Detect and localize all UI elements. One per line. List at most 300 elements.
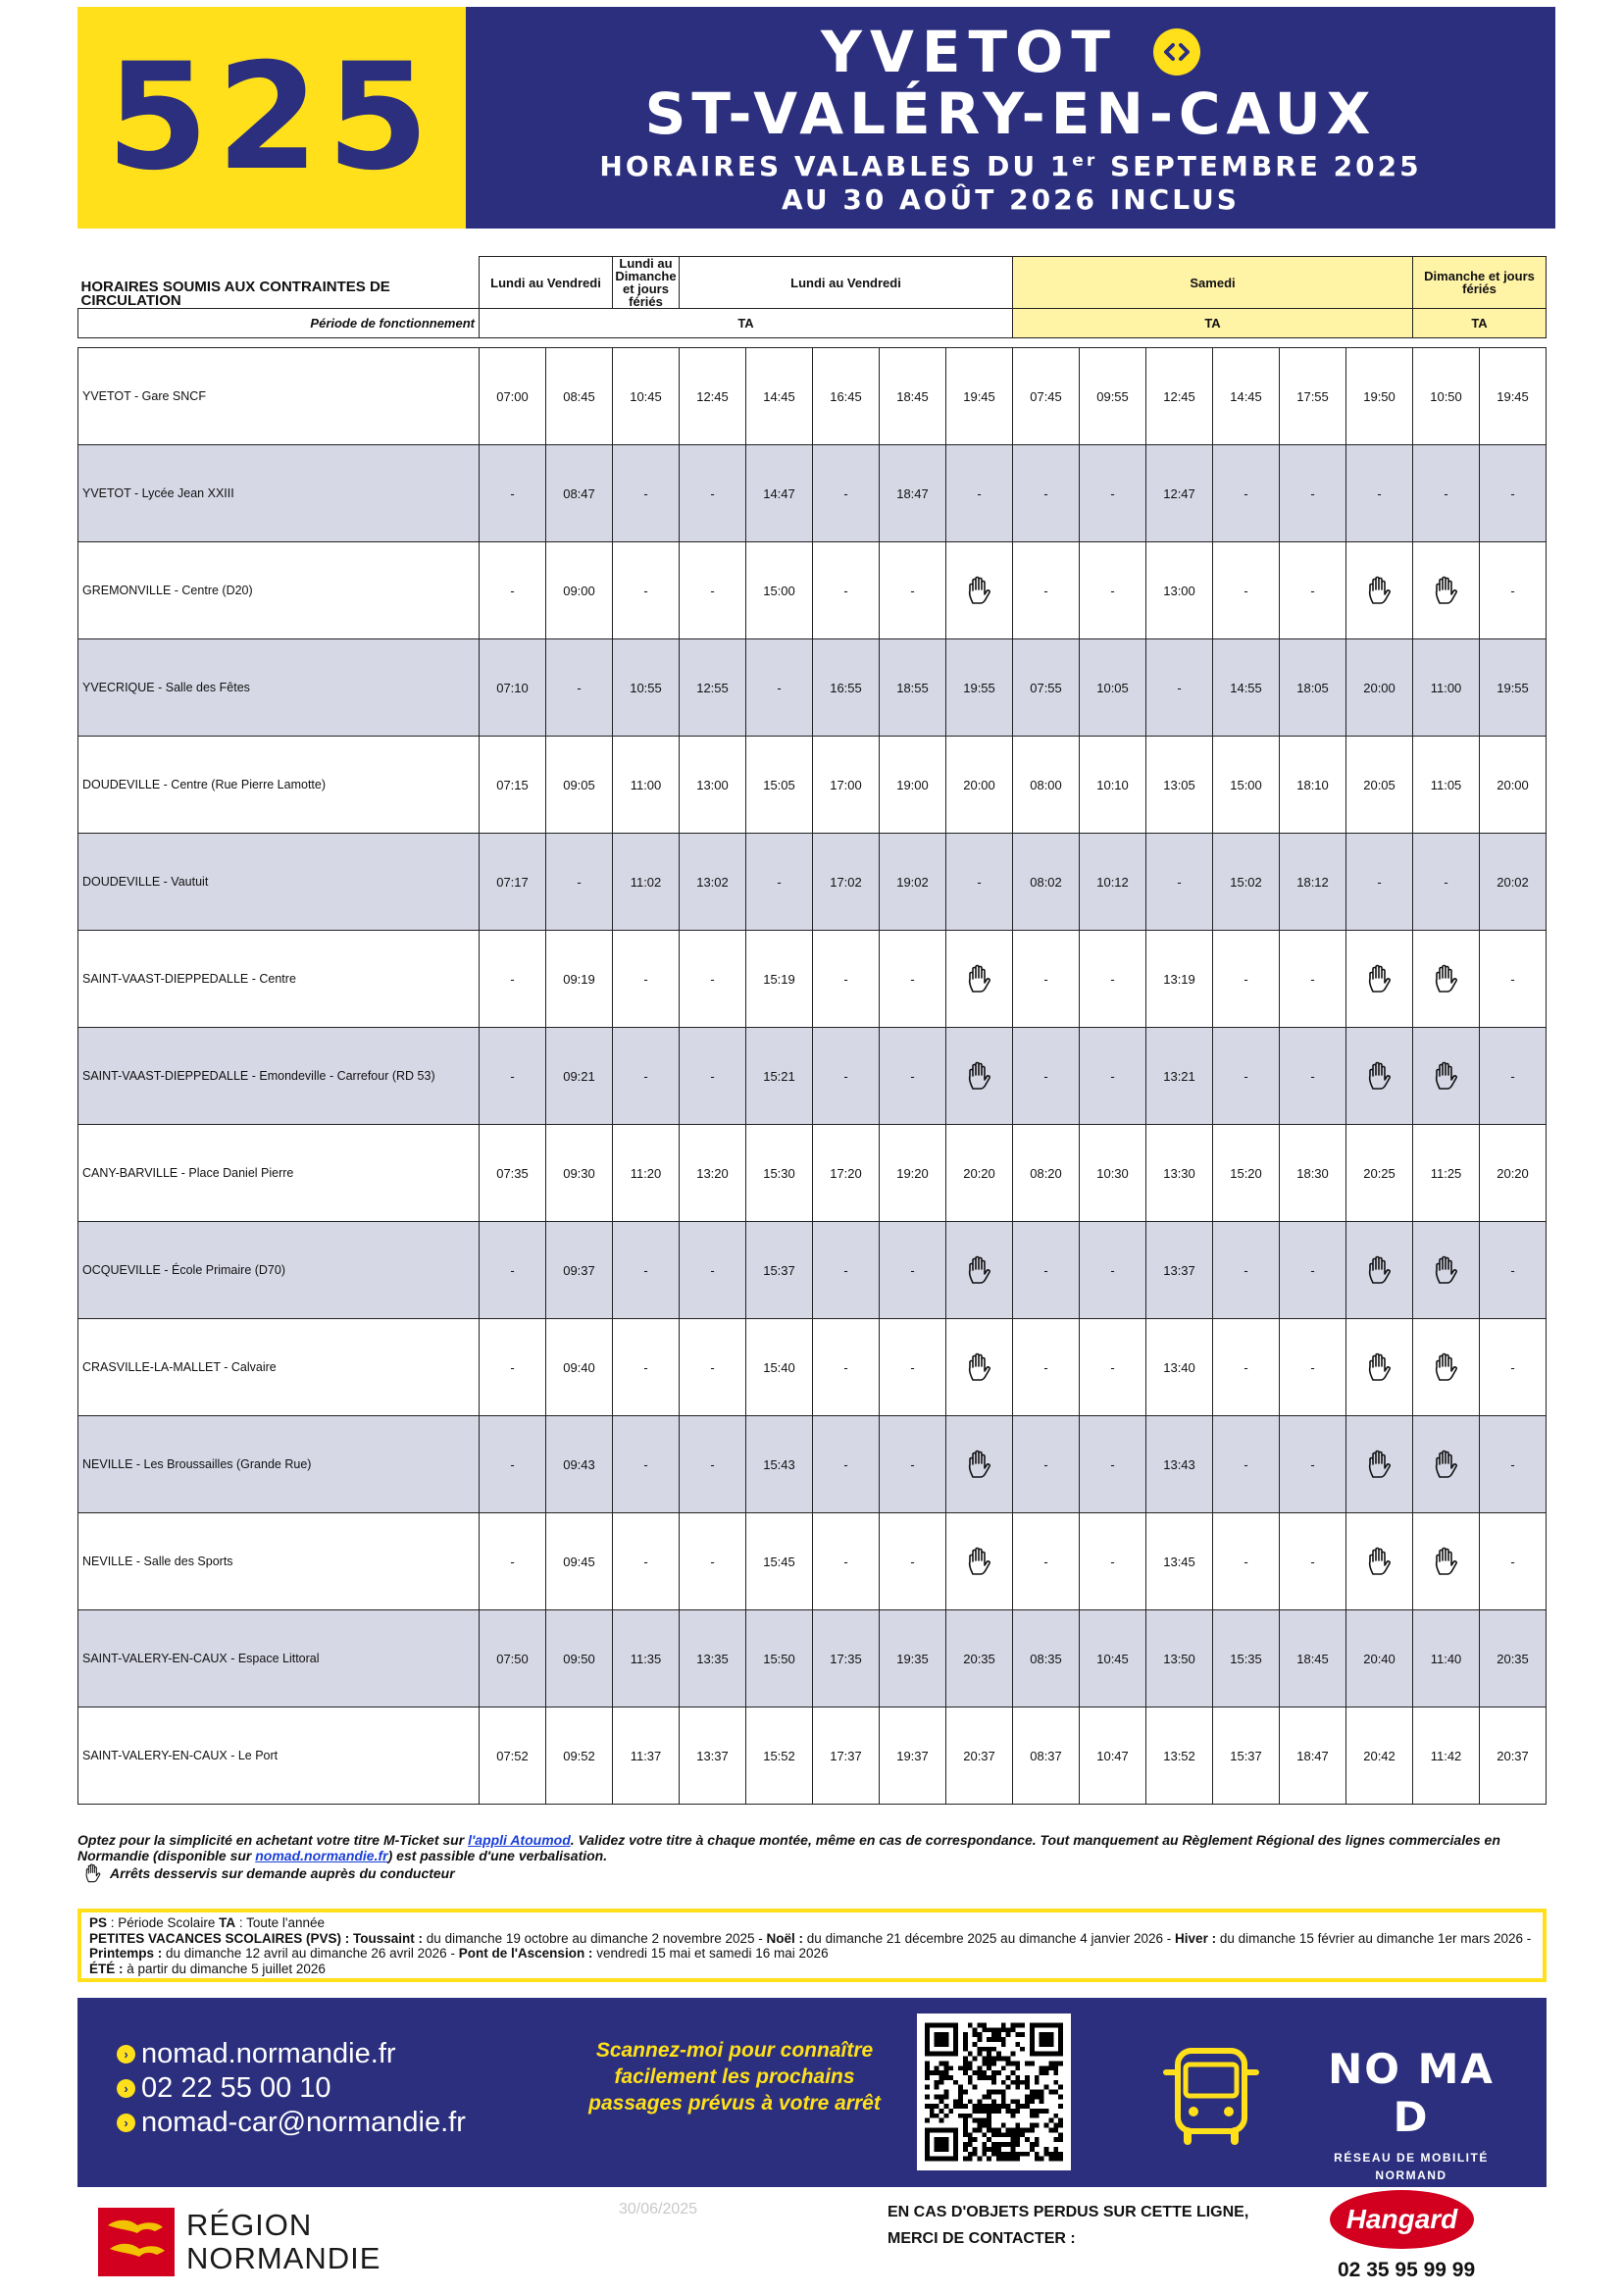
departure-time-cell: 20:05 [1346, 737, 1413, 834]
departure-time-cell: - [480, 1222, 546, 1319]
departure-time-cell: 19:20 [880, 1125, 946, 1222]
departure-time-cell: - [1213, 445, 1280, 542]
departure-time-cell: 13:45 [1146, 1513, 1213, 1610]
departure-time-cell: 19:00 [880, 737, 946, 834]
website-link[interactable]: nomad.normandie.fr [141, 2038, 396, 2069]
departure-time-cell: 18:55 [880, 639, 946, 737]
departure-time-cell: 14:55 [1213, 639, 1280, 737]
departure-time-cell: - [1480, 1319, 1547, 1416]
departure-time-cell: - [880, 1222, 946, 1319]
departure-time-cell: 18:45 [880, 348, 946, 445]
departure-time-cell: 18:12 [1280, 834, 1346, 931]
departure-time-cell: 09:19 [546, 931, 613, 1028]
departure-time-cell: - [813, 931, 880, 1028]
chevron-right-icon: › [117, 2079, 135, 2098]
departure-time-cell: 19:55 [1480, 639, 1547, 737]
departure-time-cell: 20:02 [1480, 834, 1547, 931]
departure-time-cell: 15:50 [746, 1610, 813, 1708]
departure-time-cell: - [1280, 542, 1346, 639]
timetable [77, 256, 1547, 1805]
route-destination: ST-VALÉRY-EN-CAUX [644, 80, 1377, 147]
departure-time-cell: - [480, 1319, 546, 1416]
on-demand-stop-cell [1413, 1416, 1480, 1513]
legend-line-3: ÉTÉ : à partir du dimanche 5 juillet 2026 [89, 1961, 326, 1976]
departure-time-cell: - [613, 542, 680, 639]
stop-name: GREMONVILLE - Centre (D20) [78, 542, 480, 639]
departure-time-cell: 13:00 [680, 737, 746, 834]
timetable-row [78, 1416, 1547, 1513]
departure-time-cell: - [1013, 542, 1080, 639]
timetable-row [78, 1708, 1547, 1805]
departure-time-cell: - [1213, 1319, 1280, 1416]
departure-time-cell: 07:45 [1013, 348, 1080, 445]
departure-time-cell: 13:19 [1146, 931, 1213, 1028]
departure-time-cell: 15:00 [746, 542, 813, 639]
departure-time-cell: 09:40 [546, 1319, 613, 1416]
raised-hand-icon [967, 964, 992, 994]
timetable-row [78, 931, 1547, 1028]
departure-time-cell: 09:45 [546, 1513, 613, 1610]
departure-time-cell: - [613, 1416, 680, 1513]
departure-time-cell: 17:02 [813, 834, 880, 931]
nomad-logo [1303, 2045, 1519, 2184]
raised-hand-icon [84, 1863, 102, 1883]
raised-hand-icon [1434, 576, 1459, 605]
departure-time-cell: - [480, 542, 546, 639]
departure-time-cell: 15:37 [746, 1222, 813, 1319]
departure-time-cell: - [546, 639, 613, 737]
departure-time-cell: - [880, 931, 946, 1028]
departure-time-cell: - [1480, 1028, 1547, 1125]
departure-time-cell: 11:42 [1413, 1708, 1480, 1805]
atoumod-app-link[interactable]: l'appli Atoumod [468, 1832, 571, 1848]
departure-time-cell: - [880, 1028, 946, 1125]
chevron-right-icon: › [117, 2045, 135, 2064]
departure-time-cell: - [1080, 1028, 1146, 1125]
on-demand-stop-cell [1413, 542, 1480, 639]
departure-time-cell: 07:10 [480, 639, 546, 737]
departure-time-cell: 20:35 [946, 1610, 1013, 1708]
departure-time-cell: 13:52 [1146, 1708, 1213, 1805]
on-demand-stop-cell [946, 1222, 1013, 1319]
timetable-row [78, 639, 1547, 737]
departure-time-cell: 16:55 [813, 639, 880, 737]
departure-time-cell: - [813, 1416, 880, 1513]
timetable-row [78, 348, 1547, 445]
departure-time-cell: - [880, 1416, 946, 1513]
departure-time-cell: 08:20 [1013, 1125, 1080, 1222]
stop-name: NEVILLE - Salle des Sports [78, 1513, 480, 1610]
departure-time-cell: 10:50 [1413, 348, 1480, 445]
on-demand-stop-cell [946, 1416, 1013, 1513]
departure-time-cell: 13:50 [1146, 1610, 1213, 1708]
validity-line-2: AU 30 AOÛT 2026 INCLUS [782, 183, 1240, 216]
departure-time-cell: 17:35 [813, 1610, 880, 1708]
departure-time-cell: 13:21 [1146, 1028, 1213, 1125]
departure-time-cell: 09:50 [546, 1610, 613, 1708]
departure-time-cell: 10:47 [1080, 1708, 1146, 1805]
departure-time-cell: - [813, 445, 880, 542]
stop-name: DOUDEVILLE - Vautuit [78, 834, 480, 931]
stop-name: CRASVILLE-LA-MALLET - Calvaire [78, 1319, 480, 1416]
departure-time-cell: 20:20 [946, 1125, 1013, 1222]
departure-time-cell: - [1080, 542, 1146, 639]
timetable-row [78, 1610, 1547, 1708]
departure-time-cell: - [613, 1222, 680, 1319]
contact-block [117, 2037, 466, 2140]
raised-hand-icon [1434, 1450, 1459, 1479]
departure-time-cell: 13:00 [1146, 542, 1213, 639]
departure-time-cell: - [680, 1513, 746, 1610]
raised-hand-icon [1434, 1352, 1459, 1382]
departure-time-cell: 14:45 [1213, 348, 1280, 445]
departure-time-cell: 15:20 [1213, 1125, 1280, 1222]
departure-time-cell: 15:19 [746, 931, 813, 1028]
ticket-note: Optez pour la simplicité en achetant votre titre M-Ticket sur l'appli Atoumod. Validez votre titre à chaque montée, même en cas de correspondance. Tout manquement au Règlement Régional des lignes commerciales en Normandie (disponible sur nomad.normandie.fr) est passible d'une verbalisation. [77, 1832, 1500, 1863]
stop-name: DOUDEVILLE - Centre (Rue Pierre Lamotte) [78, 737, 480, 834]
departure-time-cell: - [680, 1319, 746, 1416]
on-demand-text: Arrêts desservis sur demande auprès du conducteur [110, 1865, 455, 1881]
departure-time-cell: 08:37 [1013, 1708, 1080, 1805]
departure-time-cell: 17:20 [813, 1125, 880, 1222]
departure-time-cell: - [546, 834, 613, 931]
day-group-header: Dimanche et jours fériés [1413, 257, 1547, 309]
period-label: Période de fonctionnement [78, 309, 480, 338]
route-origin-row [466, 21, 1555, 83]
departure-time-cell: 20:20 [1480, 1125, 1547, 1222]
departure-time-cell: 15:43 [746, 1416, 813, 1513]
departure-time-cell: 07:00 [480, 348, 546, 445]
departure-time-cell: - [1480, 1416, 1547, 1513]
departure-time-cell: - [680, 931, 746, 1028]
departure-time-cell: 09:43 [546, 1416, 613, 1513]
departure-time-cell: - [1213, 542, 1280, 639]
validity-line-1: HORAIRES VALABLES DU 1er SEPTEMBRE 2025 [599, 150, 1422, 182]
departure-time-cell: - [1346, 834, 1413, 931]
legend-line-1: PS : Période Scolaire TA : Toute l'année [89, 1915, 325, 1930]
departure-time-cell: - [1413, 834, 1480, 931]
departure-time-cell: 18:05 [1280, 639, 1346, 737]
departure-time-cell: 10:12 [1080, 834, 1146, 931]
departure-time-cell: 09:21 [546, 1028, 613, 1125]
carrier-phone[interactable]: 02 35 95 99 99 [1338, 2259, 1476, 2281]
stop-name: NEVILLE - Les Broussailles (Grande Rue) [78, 1416, 480, 1513]
departure-time-cell: 10:05 [1080, 639, 1146, 737]
departure-time-cell: 20:25 [1346, 1125, 1413, 1222]
lost-items-notice: EN CAS D'OBJETS PERDUS SUR CETTE LIGNE, MERCI DE CONTACTER : [888, 2204, 1249, 2247]
departure-time-cell: 13:05 [1146, 737, 1213, 834]
departure-time-cell: 13:35 [680, 1610, 746, 1708]
departure-time-cell: 07:55 [1013, 639, 1080, 737]
departure-time-cell: 18:47 [1280, 1708, 1346, 1805]
region-label-1: RÉGION [186, 2208, 313, 2242]
departure-time-cell: - [1013, 931, 1080, 1028]
departure-time-cell: - [1080, 1513, 1146, 1610]
raised-hand-icon [1367, 1450, 1393, 1479]
stop-name: SAINT-VAAST-DIEPPEDALLE - Emondeville - Carrefour (RD 53) [78, 1028, 480, 1125]
departure-time-cell: 12:47 [1146, 445, 1213, 542]
departure-time-cell: - [1213, 1513, 1280, 1610]
raised-hand-icon [967, 1255, 992, 1285]
departure-time-cell: 13:37 [1146, 1222, 1213, 1319]
departure-time-cell: 07:35 [480, 1125, 546, 1222]
departure-time-cell: - [1213, 1416, 1280, 1513]
period-legend [77, 1909, 1547, 1982]
departure-time-cell: 15:37 [1213, 1708, 1280, 1805]
timetable-row [78, 1028, 1547, 1125]
departure-time-cell: 10:55 [613, 639, 680, 737]
departure-time-cell: - [1280, 1513, 1346, 1610]
departure-time-cell: - [1013, 1416, 1080, 1513]
departure-time-cell: 11:25 [1413, 1125, 1480, 1222]
timetable-row [78, 445, 1547, 542]
departure-time-cell: 07:15 [480, 737, 546, 834]
departure-time-cell: - [1280, 931, 1346, 1028]
departure-time-cell: 13:43 [1146, 1416, 1213, 1513]
departure-time-cell: - [613, 931, 680, 1028]
departure-time-cell: 15:00 [1213, 737, 1280, 834]
legend-line-2: PETITES VACANCES SCOLAIRES (PVS) : Toussaint : du dimanche 19 octobre au dimanche 2 novembre 2025 - Noël : du dimanche 21 décembre 2025 au dimanche 4 janvier 2026 - Hiver : du dimanche 15 février au dimanche 1er mars 2026 - Printemps : du dimanche 12 avril au dimanche 26 avril 2026 - Pont de l'Ascension : vendredi 15 mai et samedi 16 mai 2026 [89, 1930, 1532, 1961]
departure-time-cell: 12:45 [680, 348, 746, 445]
departure-time-cell: - [680, 1222, 746, 1319]
departure-time-cell: 16:45 [813, 348, 880, 445]
on-demand-stop-cell [946, 931, 1013, 1028]
on-demand-stop-cell [1413, 1028, 1480, 1125]
departure-time-cell: 15:52 [746, 1708, 813, 1805]
on-demand-stop-cell [946, 542, 1013, 639]
region-normandie-logo [98, 2208, 381, 2276]
departure-time-cell: 18:45 [1280, 1610, 1346, 1708]
day-group-header: Lundi au Dimanche et jours fériés [613, 257, 680, 309]
departure-time-cell: 09:55 [1080, 348, 1146, 445]
raised-hand-icon [967, 576, 992, 605]
nomad-subtitle: RÉSEAU DE MOBILITÉ NORMAND [1334, 2151, 1489, 2182]
raised-hand-icon [1367, 576, 1393, 605]
departure-time-cell: - [480, 1416, 546, 1513]
departure-time-cell: 13:02 [680, 834, 746, 931]
route-title-box [466, 7, 1555, 229]
departure-time-cell: 10:45 [613, 348, 680, 445]
on-demand-stop-cell [1413, 1319, 1480, 1416]
departure-time-cell: - [1480, 1222, 1547, 1319]
raised-hand-icon [967, 1061, 992, 1091]
departure-time-cell: - [813, 542, 880, 639]
departure-time-cell: - [1480, 931, 1547, 1028]
departure-time-cell: - [1013, 1513, 1080, 1610]
departure-time-cell: 11:00 [1413, 639, 1480, 737]
departure-time-cell: 20:00 [946, 737, 1013, 834]
timetable-row [78, 1319, 1547, 1416]
stop-name: OCQUEVILLE - École Primaire (D70) [78, 1222, 480, 1319]
departure-time-cell: - [813, 1513, 880, 1610]
departure-time-cell: 08:00 [1013, 737, 1080, 834]
line-number-box [77, 7, 466, 229]
bidirectional-arrow-icon [1153, 28, 1200, 76]
departure-time-cell: 12:55 [680, 639, 746, 737]
raised-hand-icon [1367, 1352, 1393, 1382]
departure-time-cell: - [680, 1028, 746, 1125]
departure-time-cell: 13:40 [1146, 1319, 1213, 1416]
departure-time-cell: - [1213, 1028, 1280, 1125]
email-link[interactable]: nomad-car@normandie.fr [141, 2107, 466, 2138]
timetable-row [78, 1222, 1547, 1319]
raised-hand-icon [967, 1450, 992, 1479]
departure-time-cell: 07:52 [480, 1708, 546, 1805]
raised-hand-icon [1434, 1255, 1459, 1285]
bus-icon [1156, 2039, 1266, 2149]
departure-time-cell: - [746, 639, 813, 737]
timetable-row [78, 834, 1547, 931]
departure-time-cell: - [880, 1513, 946, 1610]
departure-time-cell: 19:55 [946, 639, 1013, 737]
departure-time-cell: 19:45 [946, 348, 1013, 445]
on-demand-stop-cell [946, 1319, 1013, 1416]
departure-time-cell: 11:00 [613, 737, 680, 834]
period-group-header: TA [480, 309, 1013, 338]
departure-time-cell: 15:30 [746, 1125, 813, 1222]
departure-time-cell: 09:00 [546, 542, 613, 639]
departure-time-cell: 09:52 [546, 1708, 613, 1805]
departure-time-cell: - [1013, 445, 1080, 542]
departure-time-cell: - [946, 445, 1013, 542]
departure-time-cell: 20:00 [1480, 737, 1547, 834]
departure-time-cell: - [1480, 1513, 1547, 1610]
departure-time-cell: - [680, 542, 746, 639]
on-demand-stop-cell [1346, 1416, 1413, 1513]
raised-hand-icon [1367, 964, 1393, 994]
departure-time-cell: 19:02 [880, 834, 946, 931]
departure-time-cell: 20:42 [1346, 1708, 1413, 1805]
departure-time-cell: - [480, 445, 546, 542]
raised-hand-icon [1367, 1547, 1393, 1576]
on-demand-stop-cell [1346, 1513, 1413, 1610]
departure-time-cell: 11:05 [1413, 737, 1480, 834]
departure-time-cell: 19:37 [880, 1708, 946, 1805]
departure-time-cell: 11:35 [613, 1610, 680, 1708]
departure-time-cell: 15:02 [1213, 834, 1280, 931]
departure-time-cell: - [746, 834, 813, 931]
on-demand-stop-cell [1346, 1319, 1413, 1416]
footer-banner [77, 1998, 1547, 2187]
departure-time-cell: - [1280, 1416, 1346, 1513]
departure-time-cell: 15:35 [1213, 1610, 1280, 1708]
period-group-header: TA [1413, 309, 1547, 338]
scan-text: Scannez-moi pour connaître facilement les prochains passages prévus à votre arrêt [588, 2039, 881, 2115]
departure-time-cell: 09:37 [546, 1222, 613, 1319]
raised-hand-icon [1434, 1061, 1459, 1091]
departure-time-cell: 08:35 [1013, 1610, 1080, 1708]
departure-time-cell: 18:10 [1280, 737, 1346, 834]
on-demand-stop-cell [1346, 1222, 1413, 1319]
hangard-logo: Hangard [1330, 2190, 1474, 2249]
route-origin: YVETOT [821, 19, 1118, 85]
departure-time-cell: - [1080, 1319, 1146, 1416]
on-demand-stop-cell [1346, 931, 1413, 1028]
stop-name: SAINT-VAAST-DIEPPEDALLE - Centre [78, 931, 480, 1028]
stop-name: YVETOT - Gare SNCF [78, 348, 480, 445]
chevron-right-icon: › [117, 2114, 135, 2132]
timetable-row [78, 1125, 1547, 1222]
departure-time-cell: 10:10 [1080, 737, 1146, 834]
raised-hand-icon [1434, 1547, 1459, 1576]
departure-time-cell: 20:00 [1346, 639, 1413, 737]
on-demand-stop-cell [1413, 931, 1480, 1028]
departure-time-cell: 09:05 [546, 737, 613, 834]
departure-time-cell: - [1013, 1319, 1080, 1416]
departure-time-cell: 15:45 [746, 1513, 813, 1610]
departure-time-cell: 08:02 [1013, 834, 1080, 931]
raised-hand-icon [967, 1547, 992, 1576]
raised-hand-icon [1367, 1255, 1393, 1285]
departure-time-cell: - [613, 445, 680, 542]
on-demand-stop-cell [1346, 542, 1413, 639]
departure-time-cell: 17:37 [813, 1708, 880, 1805]
departure-time-cell: - [880, 542, 946, 639]
departure-time-cell: - [680, 445, 746, 542]
departure-time-cell: 08:45 [546, 348, 613, 445]
line-number: 525 [106, 32, 437, 203]
raised-hand-icon [1434, 964, 1459, 994]
departure-time-cell: - [480, 1513, 546, 1610]
departure-time-cell: 17:55 [1280, 348, 1346, 445]
departure-time-cell: - [1013, 1028, 1080, 1125]
departure-time-cell: 20:37 [1480, 1708, 1547, 1805]
departure-time-cell: - [946, 834, 1013, 931]
day-group-header: Lundi au Vendredi [480, 257, 613, 309]
departure-time-cell: - [1146, 639, 1213, 737]
departure-time-cell: 19:45 [1480, 348, 1547, 445]
departure-time-cell: - [1280, 1319, 1346, 1416]
departure-time-cell: 13:37 [680, 1708, 746, 1805]
nomad-website-link[interactable]: nomad.normandie.fr [255, 1848, 388, 1863]
departure-time-cell: - [480, 1028, 546, 1125]
departure-time-cell: 17:00 [813, 737, 880, 834]
departure-time-cell: - [1080, 1222, 1146, 1319]
departure-time-cell: - [813, 1319, 880, 1416]
on-demand-stop-cell [1346, 1028, 1413, 1125]
departure-time-cell: 09:30 [546, 1125, 613, 1222]
departure-time-cell: 20:35 [1480, 1610, 1547, 1708]
timetable-row [78, 542, 1547, 639]
departure-time-cell: - [1413, 445, 1480, 542]
departure-time-cell: - [880, 1319, 946, 1416]
departure-time-cell: - [1213, 931, 1280, 1028]
timetable-corner-title: HORAIRES SOUMIS AUX CONTRAINTES DE CIRCULATION [80, 279, 390, 309]
document-date: 30/06/2025 [619, 2201, 698, 2218]
on-demand-stop-cell [946, 1028, 1013, 1125]
departure-time-cell: - [1013, 1222, 1080, 1319]
departure-time-cell: - [613, 1513, 680, 1610]
phone-link[interactable]: 02 22 55 00 10 [141, 2072, 331, 2104]
departure-time-cell: 14:45 [746, 348, 813, 445]
departure-time-cell: - [613, 1319, 680, 1416]
departure-time-cell: - [1480, 445, 1547, 542]
departure-time-cell: 15:40 [746, 1319, 813, 1416]
departure-time-cell: - [1146, 834, 1213, 931]
departure-time-cell: 13:30 [1146, 1125, 1213, 1222]
normandy-leopards-icon [98, 2208, 175, 2276]
timetable-row [78, 1513, 1547, 1610]
departure-time-cell: - [1280, 1028, 1346, 1125]
departure-time-cell: 14:47 [746, 445, 813, 542]
departure-time-cell: - [1080, 445, 1146, 542]
qr-code[interactable] [917, 2014, 1071, 2170]
stop-name: YVECRIQUE - Salle des Fêtes [78, 639, 480, 737]
departure-time-cell: - [813, 1222, 880, 1319]
departure-time-cell: 07:50 [480, 1610, 546, 1708]
stop-name: YVETOT - Lycée Jean XXIII [78, 445, 480, 542]
stop-name: CANY-BARVILLE - Place Daniel Pierre [78, 1125, 480, 1222]
